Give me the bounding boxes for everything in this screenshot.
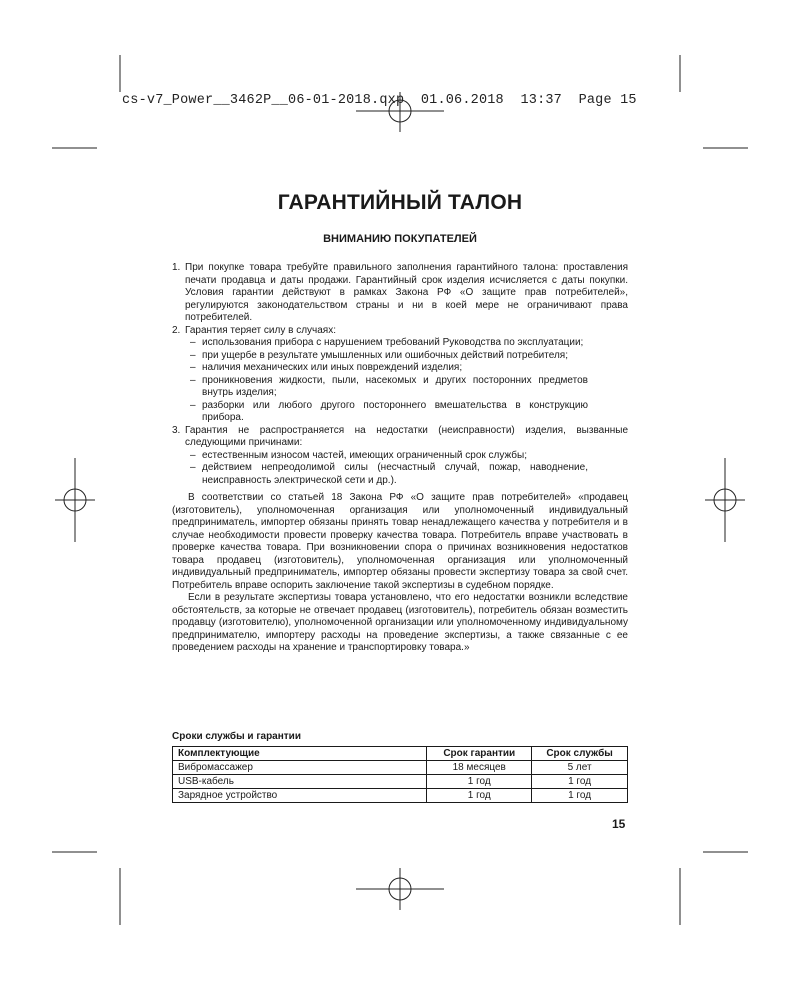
list-item-number: 2. [172, 324, 181, 336]
registration-mark [55, 458, 95, 542]
registration-mark [705, 458, 745, 542]
print-slug-line: cs-v7_Power__3462P__06-01-2018.qxp 01.06.2018 13:37 Page 15 [122, 93, 637, 108]
dash-item-text: при ущербе в результате умышленных или ошибочных действий потребителя; [202, 349, 568, 361]
page-number: 15 [612, 817, 626, 831]
dash-item: – наличия механических или иных повреждений изделия; [190, 362, 463, 373]
warranty-conditions-list [172, 262, 628, 487]
law-paragraph: Если в результате экспертизы товара установлено, что его недостатки возникли вследствие обстоятельств, за которые не отвечает продавец (изготовитель), потребитель обязан возместить продавцу (изготовителю), уполномоченной организации или уполномоченному индивидуальному предпринимателю, импортеру расходы на проведение экспертизы, а также связанные с ее проведением расходы на хранение и транспортировку товара.» [172, 592, 628, 653]
list-item-number: 1. [172, 262, 181, 273]
table-cell: USB-кабель [173, 775, 427, 789]
page-subtitle: ВНИМАНИЮ ПОКУПАТЕЛЕЙ [323, 233, 477, 245]
table-header-cell: Срок службы [532, 747, 628, 761]
list-item-text: Гарантия не распространяется на недостатки (неисправности) изделия, вызванные следующими причинами: [185, 424, 628, 448]
dash-item-text: естественным износом частей, имеющих ограниченный срок службы; [202, 449, 527, 461]
table-cell: 1 год [427, 789, 532, 803]
table-cell: Вибромассажер [173, 761, 427, 775]
table-cell: 5 лет [532, 761, 628, 775]
dash-item: – естественным износом частей, имеющих ограниченный срок службы; [190, 449, 527, 461]
law-quote [172, 492, 628, 655]
list-item [172, 325, 628, 425]
law-paragraph: В соответствии со статьей 18 Закона РФ «О защите прав потребителей» «продавец (изготовитель), уполномоченная организация или уполномоченный индивидуальный предприниматель, импортер обязаны принять товар ненадлежащего качества у потребителя и в случае необходимости провести проверку качества товара. Потребитель вправе участвовать в проверке качества товара. При возникновении спора о причинах возникновения недостатков товара продавец (изготовитель), уполномоченная организация или уполномоченный индивидуальный предприниматель, импортер обязаны провести экспертизу товара за свой счет. Потребитель вправе оспорить заключение такой экспертизы в судебном порядке. [172, 492, 628, 591]
page-title: ГАРАНТИЙНЫЙ ТАЛОН [277, 191, 523, 214]
table-row [173, 789, 628, 803]
table-cell: 1 год [532, 775, 628, 789]
list-item-text: Гарантия теряет силу в случаях: [185, 324, 336, 336]
dash-item: – действием непреодолимой силы (несчастный случай, пожар, наводнение, неисправность электрической сети и др.). [190, 462, 588, 486]
table-row [173, 775, 628, 789]
table-row [173, 761, 628, 775]
table-header-row [173, 747, 628, 761]
dash-item-text: использования прибора с нарушением требований Руководства по эксплуатации; [202, 337, 584, 348]
table-cell: 18 месяцев [427, 761, 532, 775]
table-header-cell: Срок гарантии [427, 747, 532, 761]
dash-item: – при ущербе в результате умышленных или ошибочных действий потребителя; [190, 349, 568, 361]
dash-item: – разборки или любого другого постороннего вмешательства в конструкцию прибора. [190, 399, 588, 423]
list-item [172, 262, 628, 325]
dash-item-text: действием непреодолимой силы (несчастный случай, пожар, наводнение, неисправность электрической сети и др.). [202, 462, 588, 486]
table-cell: 1 год [427, 775, 532, 789]
table-cell: Зарядное устройство [173, 789, 427, 803]
service-life-table [172, 746, 628, 803]
registration-mark [356, 868, 444, 910]
dash-item-text: проникновения жидкости, пыли, насекомых и других посторонних предметов внутрь изделия; [202, 374, 588, 398]
table-cell: 1 год [532, 789, 628, 803]
table-header-cell: Комплектующие [173, 747, 427, 761]
list-item [172, 425, 628, 488]
dash-item-text: разборки или любого другого постороннего вмешательства в конструкцию прибора. [202, 399, 588, 423]
list-item-number: 3. [172, 424, 181, 436]
table-title: Сроки службы и гарантии [172, 731, 301, 742]
list-item-text: При покупке товара требуйте правильного заполнения гарантийного талона: проставления печати продавца и даты продажи. Гарантийный срок изделия исчисляется с даты покупки. Условия гарантии действуют в рамках Закона РФ «О защите прав потребителей», регулируются законодательством страны и ни в коей мере не ограничивают права потребителей. [185, 262, 628, 323]
dash-item: – использования прибора с нарушением требований Руководства по эксплуатации; [190, 337, 584, 348]
dash-item: – проникновения жидкости, пыли, насекомых и других посторонних предметов внутрь изделия; [190, 374, 588, 398]
dash-item-text: наличия механических или иных повреждений изделия; [202, 362, 463, 373]
